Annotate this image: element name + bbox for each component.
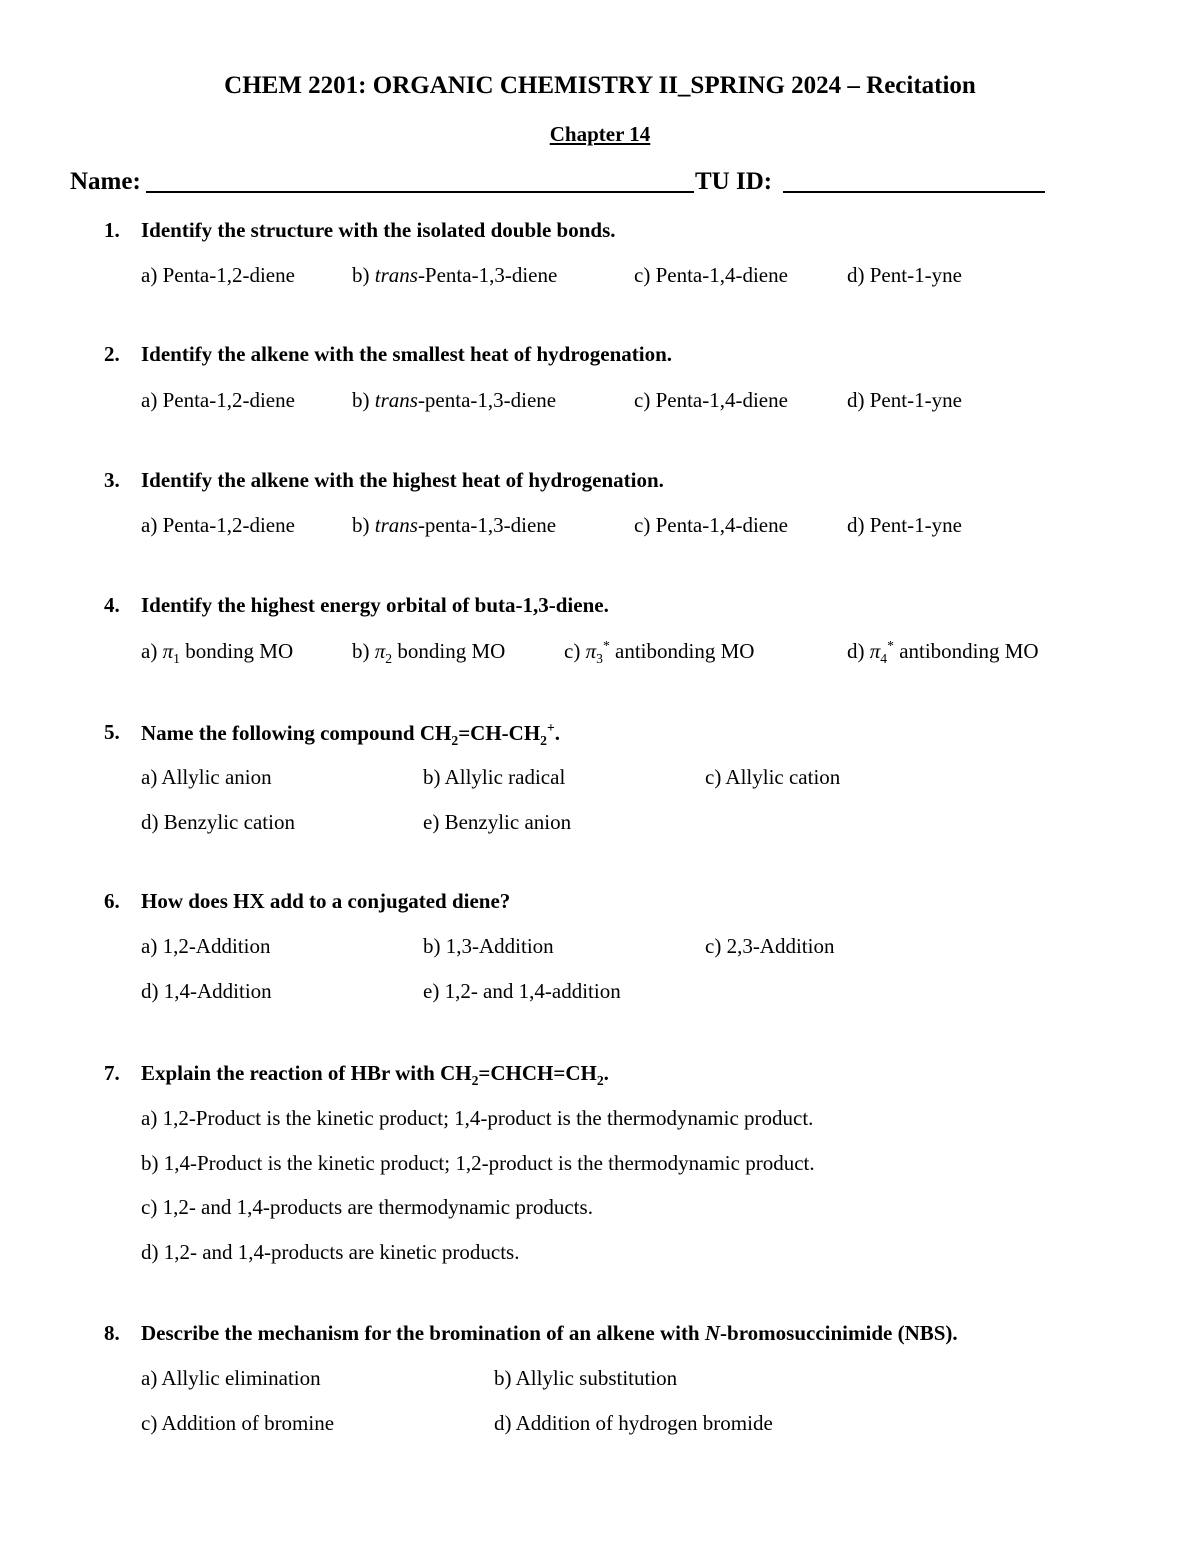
option-d: d) Addition of hydrogen bromide — [494, 1411, 773, 1435]
option-d: d) 1,4-Addition — [141, 979, 272, 1003]
option-c: c) $\pi_3^*$ antibonding MO — [564, 638, 755, 667]
question-text: How does HX add to a conjugated diene? — [141, 889, 511, 913]
option-d: d) Pent-1-yne — [847, 263, 962, 287]
option-c: c) 2,3-Addition — [705, 934, 835, 958]
question-text: Name the following compound $CH_2=CH-CH_2^+$. — [141, 720, 561, 749]
question-text: Identify the alkene with the highest heat of hydrogenation. — [141, 468, 664, 492]
option-b: b) $\pi_2$ bonding MO — [352, 639, 506, 667]
option-c: c) Penta-1,4-diene — [634, 388, 788, 412]
option-d: d) Benzylic cation — [141, 810, 295, 834]
question-text: Explain the reaction of HBr with $CH_2=CHCH=CH_2$. — [141, 1061, 609, 1089]
option-b: b) trans-penta-1,3-diene — [352, 388, 557, 412]
question-number: 8. — [104, 1321, 120, 1345]
option-b: b) trans-penta-1,3-diene — [352, 513, 557, 537]
option-a: a) Allylic elimination — [141, 1366, 321, 1390]
question-number: 7. — [104, 1061, 120, 1085]
option-e: e) 1,2- and 1,4-addition — [423, 979, 621, 1003]
option-c: c) Penta-1,4-diene — [634, 513, 788, 537]
option-a: a) Penta-1,2-diene — [141, 388, 295, 412]
chapter-heading: Chapter 14 — [549, 122, 651, 146]
page-title: CHEM 2201: ORGANIC CHEMISTRY II_SPRING 2024 – Recitation — [224, 72, 976, 99]
question-text: Identify the structure with the isolated double bonds. — [141, 218, 616, 242]
question-number: 1. — [104, 218, 120, 242]
option-c: c) Addition of bromine — [141, 1411, 335, 1435]
option-b: b) trans-Penta-1,3-diene — [352, 263, 558, 287]
name-field-line[interactable] — [146, 191, 694, 193]
option-a: a) 1,2-Addition — [141, 934, 271, 958]
tu-id-field-line[interactable] — [783, 191, 1045, 193]
name-label: Name: — [70, 168, 141, 195]
option-a: a) Penta-1,2-diene — [141, 513, 295, 537]
question-number: 2. — [104, 342, 120, 366]
question-number: 3. — [104, 468, 120, 492]
question-text: Identify the highest energy orbital of buta-1,3-diene. — [141, 593, 609, 617]
option-b: b) Allylic substitution — [494, 1366, 678, 1390]
question-number: 5. — [104, 720, 120, 744]
option-a: a) Allylic anion — [141, 765, 272, 789]
option-b: b) 1,3-Addition — [423, 934, 554, 958]
question-number: 4. — [104, 593, 120, 617]
option-d: d) $\pi_4^*$ antibonding MO — [847, 638, 1039, 667]
option-c: c) Allylic cation — [705, 765, 841, 789]
question-text: Describe the mechanism for the bromination of an alkene with N-bromosuccinimide (NBS). — [141, 1321, 958, 1345]
option-b: b) 1,4-Product is the kinetic product; 1,2-product is the thermodynamic product. — [141, 1151, 815, 1175]
option-d: d) 1,2- and 1,4-products are kinetic products. — [141, 1240, 520, 1264]
option-d: d) Pent-1-yne — [847, 388, 962, 412]
option-d: d) Pent-1-yne — [847, 513, 962, 537]
option-a: a) Penta-1,2-diene — [141, 263, 295, 287]
question-text: Identify the alkene with the smallest heat of hydrogenation. — [141, 342, 673, 366]
option-a: a) 1,2-Product is the kinetic product; 1,4-product is the thermodynamic product. — [141, 1106, 814, 1130]
option-e: e) Benzylic anion — [423, 810, 572, 834]
question-number: 6. — [104, 889, 120, 913]
option-b: b) Allylic radical — [423, 765, 566, 789]
option-c: c) 1,2- and 1,4-products are thermodynamic products. — [141, 1195, 593, 1219]
option-a: a) $\pi_1$ bonding MO — [141, 639, 294, 667]
tu-id-label: TU ID: — [695, 168, 773, 195]
option-c: c) Penta-1,4-diene — [634, 263, 788, 287]
